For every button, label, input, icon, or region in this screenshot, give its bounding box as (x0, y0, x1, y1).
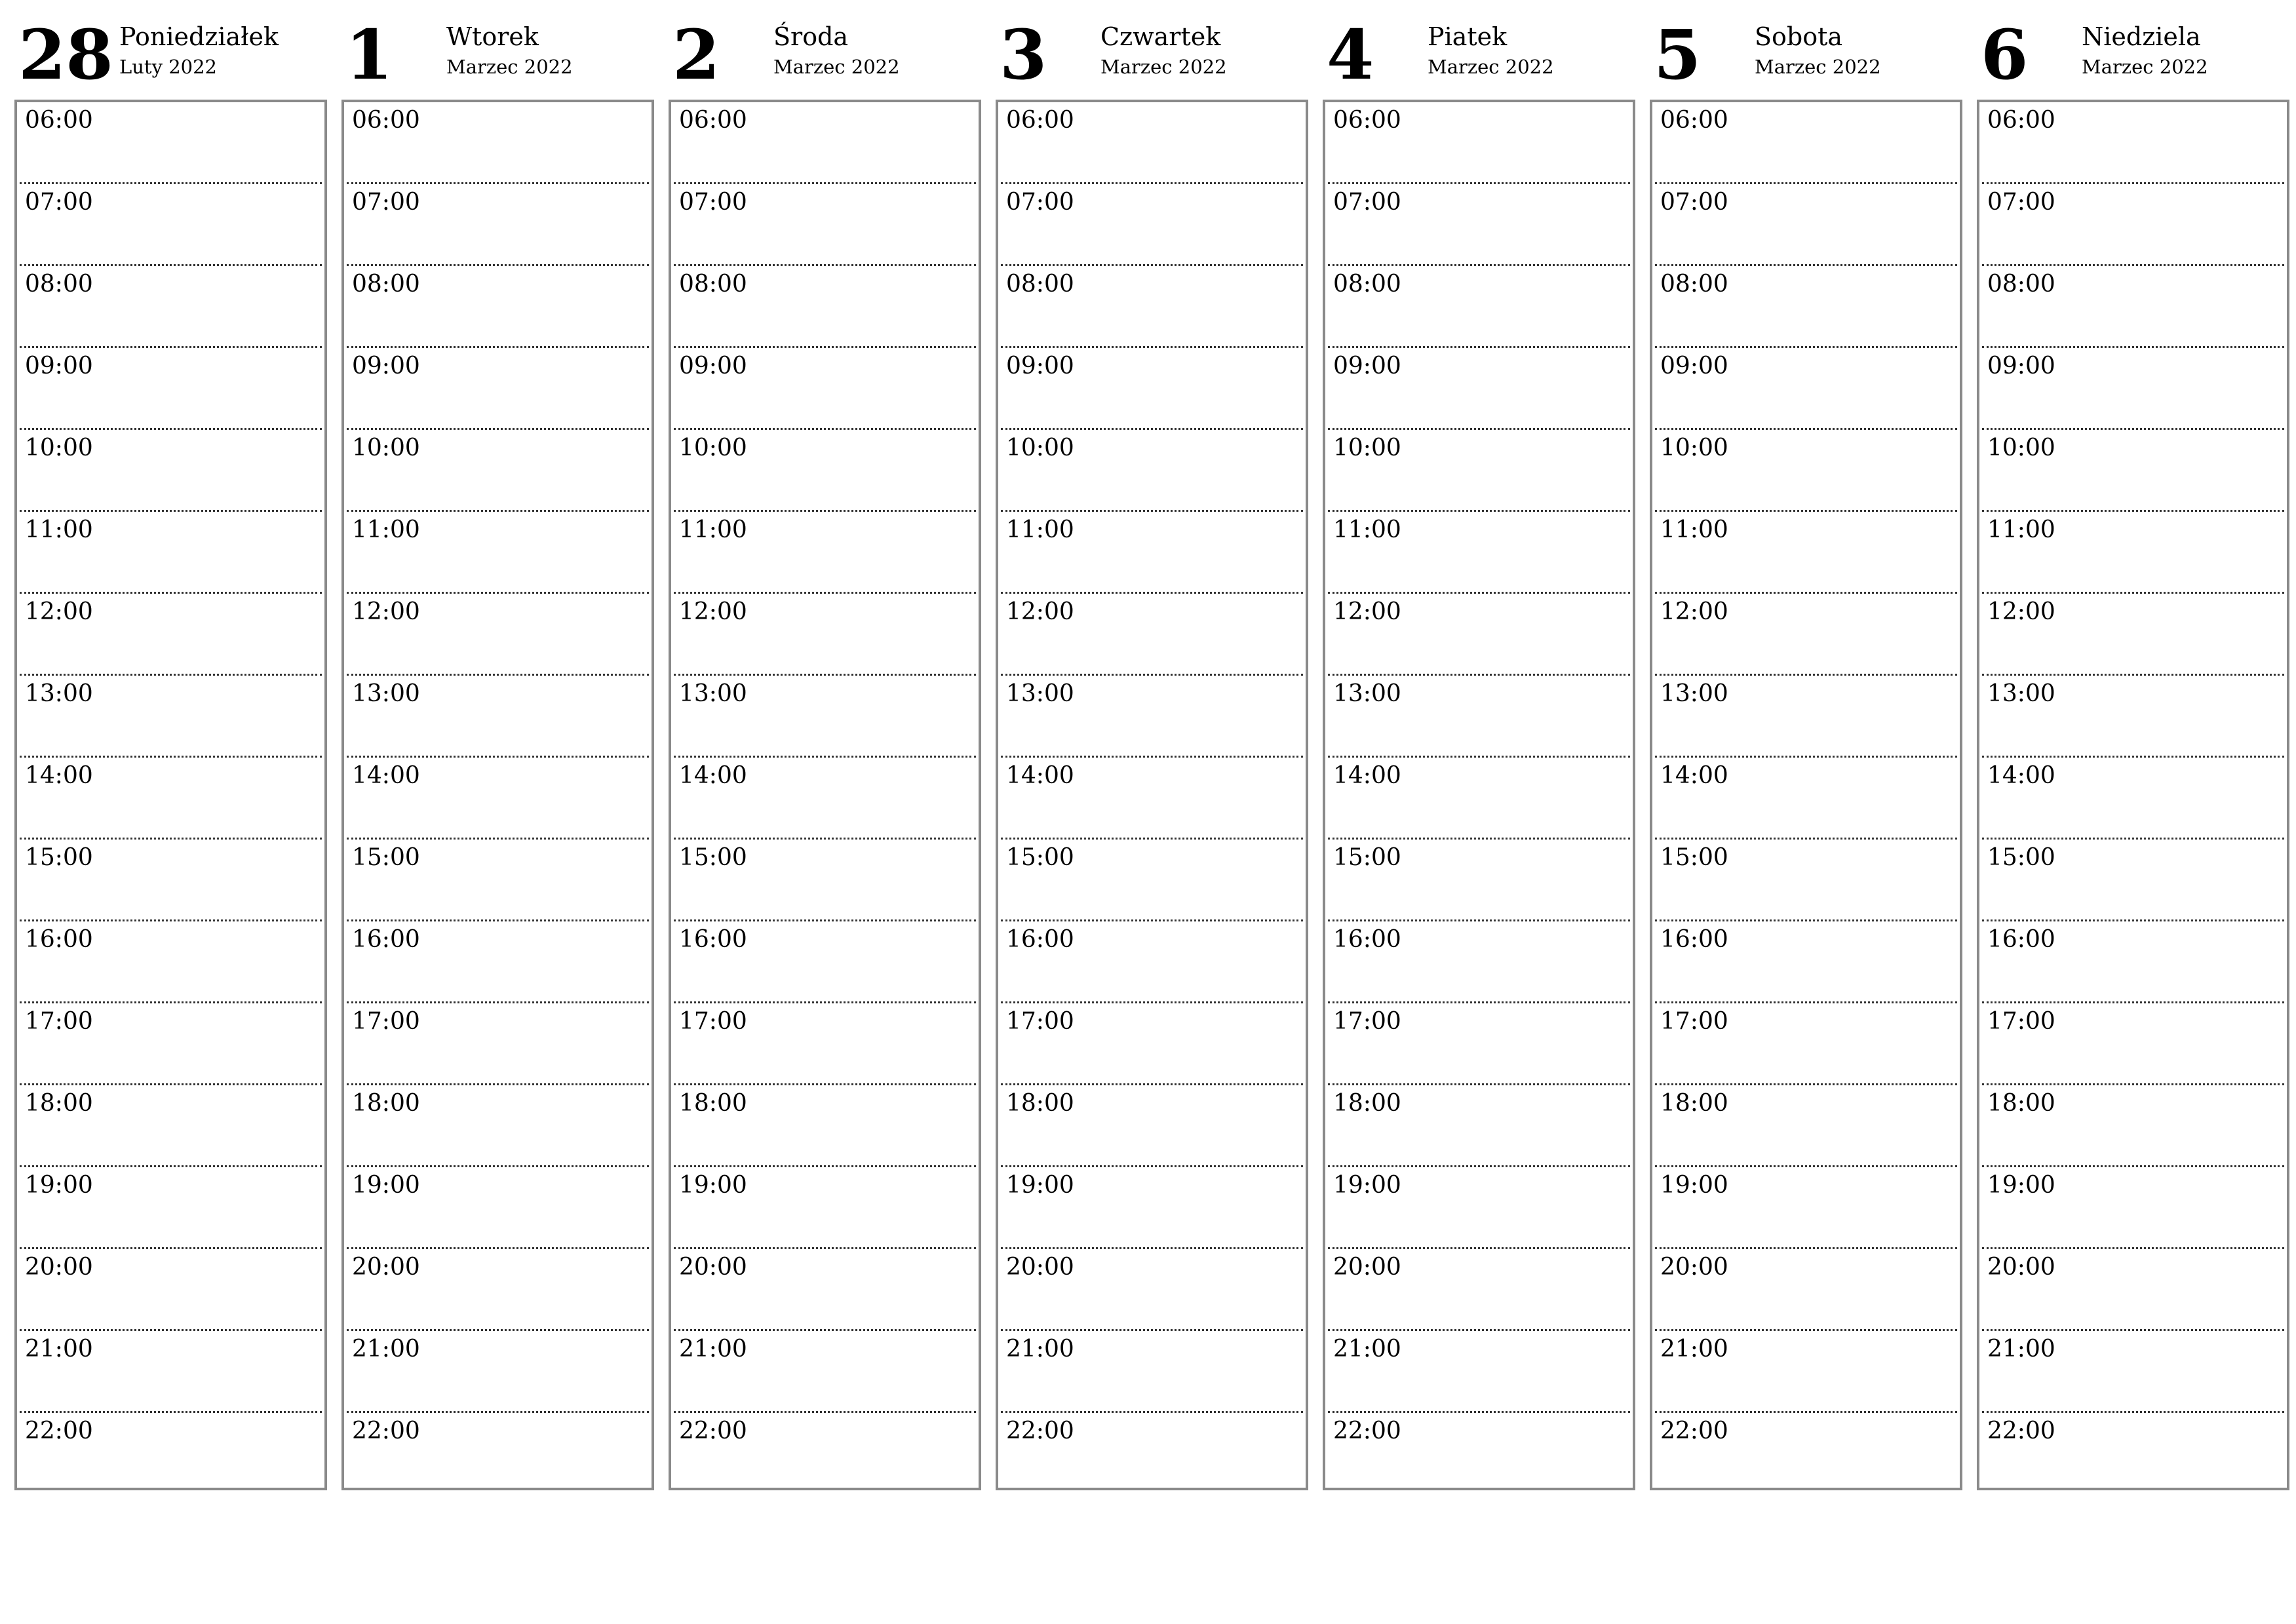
hour-label: 22:00 (1660, 1418, 1728, 1444)
day-month: Marzec 2022 (2082, 55, 2208, 78)
hour-slot[interactable] (1655, 1413, 1957, 1495)
day-name: Poniedziałek (119, 22, 279, 51)
day-number: 6 (1981, 14, 2029, 95)
hour-label: 10:00 (1987, 435, 2055, 461)
hour-slot[interactable] (347, 1331, 649, 1413)
hour-label: 22:00 (1333, 1418, 1401, 1444)
hour-slot[interactable] (1655, 594, 1957, 676)
hour-slot[interactable] (20, 348, 322, 430)
hour-slot[interactable] (1655, 430, 1957, 512)
hour-label: 12:00 (1006, 598, 1074, 625)
hour-label: 15:00 (679, 844, 747, 871)
hour-label: 09:00 (679, 353, 747, 379)
hour-slot[interactable] (1328, 1413, 1630, 1495)
hour-slot[interactable] (1982, 1085, 2284, 1167)
hour-slot[interactable] (1982, 1003, 2284, 1085)
hour-slot[interactable] (20, 840, 322, 921)
hour-label: 15:00 (1987, 844, 2055, 871)
hour-label: 06:00 (1660, 107, 1728, 134)
hour-label: 13:00 (1006, 680, 1074, 707)
hour-label: 15:00 (25, 844, 93, 871)
hour-label: 19:00 (1333, 1172, 1401, 1199)
hour-slot[interactable] (1655, 758, 1957, 840)
hour-slot[interactable] (1982, 266, 2284, 348)
hour-slots (341, 100, 654, 1490)
day-label-group (2082, 22, 2208, 79)
hour-slot[interactable] (1982, 1413, 2284, 1495)
hour-slot[interactable] (674, 594, 976, 676)
day-header (669, 14, 981, 100)
hour-label: 14:00 (25, 762, 93, 789)
weekly-planner (14, 14, 2289, 1490)
hour-slot[interactable] (1328, 676, 1630, 758)
hour-slot[interactable] (1655, 184, 1957, 266)
hour-label: 10:00 (679, 435, 747, 461)
hour-label: 06:00 (679, 107, 747, 134)
hour-label: 18:00 (25, 1090, 93, 1117)
hour-label: 22:00 (25, 1418, 93, 1444)
hour-label: 11:00 (1006, 516, 1074, 543)
hour-label: 14:00 (1987, 762, 2055, 789)
day-column (1650, 14, 1962, 1490)
hour-label: 07:00 (1987, 189, 2055, 216)
hour-slot[interactable] (1001, 676, 1303, 758)
hour-label: 14:00 (1660, 762, 1728, 789)
hour-slots (1977, 100, 2289, 1490)
hour-label: 19:00 (1006, 1172, 1074, 1199)
hour-label: 17:00 (1006, 1008, 1074, 1035)
hour-slot[interactable] (1328, 266, 1630, 348)
hour-slot[interactable] (20, 1085, 322, 1167)
hour-slot[interactable] (1982, 1331, 2284, 1413)
hour-label: 08:00 (1333, 271, 1401, 298)
hour-label: 20:00 (352, 1254, 420, 1281)
hour-slot[interactable] (1982, 840, 2284, 921)
hour-slot[interactable] (1655, 840, 1957, 921)
hour-slot[interactable] (1982, 430, 2284, 512)
hour-slot[interactable] (674, 676, 976, 758)
hour-label: 17:00 (1987, 1008, 2055, 1035)
hour-slot[interactable] (1001, 758, 1303, 840)
day-header (1323, 14, 1635, 100)
hour-slot[interactable] (1001, 1167, 1303, 1249)
hour-label: 09:00 (1987, 353, 2055, 379)
day-name: Piatek (1428, 22, 1508, 51)
hour-label: 12:00 (25, 598, 93, 625)
hour-label: 18:00 (1987, 1090, 2055, 1117)
hour-label: 18:00 (1006, 1090, 1074, 1117)
hour-label: 08:00 (1660, 271, 1728, 298)
hour-label: 07:00 (1333, 189, 1401, 216)
day-header (996, 14, 1308, 100)
hour-label: 20:00 (1987, 1254, 2055, 1281)
hour-label: 10:00 (25, 435, 93, 461)
hour-label: 09:00 (1333, 353, 1401, 379)
hour-slot[interactable] (1982, 676, 2284, 758)
hour-slot[interactable] (1328, 348, 1630, 430)
hour-label: 16:00 (25, 926, 93, 953)
day-header (1977, 14, 2289, 100)
hour-label: 11:00 (25, 516, 93, 543)
day-number: 3 (1000, 14, 1047, 95)
hour-slot[interactable] (1001, 184, 1303, 266)
hour-label: 21:00 (679, 1336, 747, 1363)
hour-label: 20:00 (679, 1254, 747, 1281)
hour-slot[interactable] (20, 266, 322, 348)
hour-label: 12:00 (352, 598, 420, 625)
day-label-group (446, 22, 573, 79)
hour-label: 09:00 (25, 353, 93, 379)
hour-label: 22:00 (1987, 1418, 2055, 1444)
hour-slot[interactable] (20, 921, 322, 1003)
hour-label: 07:00 (352, 189, 420, 216)
day-month: Marzec 2022 (446, 55, 573, 78)
hour-slot[interactable] (1982, 758, 2284, 840)
hour-slot[interactable] (674, 102, 976, 184)
hour-slot[interactable] (674, 840, 976, 921)
hour-slot[interactable] (1655, 348, 1957, 430)
hour-slot[interactable] (347, 840, 649, 921)
hour-label: 19:00 (1660, 1172, 1728, 1199)
day-number: 1 (345, 14, 393, 95)
hour-slots (1650, 100, 1962, 1490)
hour-label: 09:00 (1006, 353, 1074, 379)
hour-slot[interactable] (674, 1003, 976, 1085)
hour-slot[interactable] (674, 1249, 976, 1331)
hour-label: 11:00 (1987, 516, 2055, 543)
hour-slot[interactable] (20, 1003, 322, 1085)
hour-slot[interactable] (1328, 184, 1630, 266)
hour-slot[interactable] (1655, 512, 1957, 594)
hour-label: 13:00 (25, 680, 93, 707)
hour-slot[interactable] (1655, 266, 1957, 348)
hour-label: 19:00 (679, 1172, 747, 1199)
hour-label: 15:00 (1006, 844, 1074, 871)
hour-slot[interactable] (674, 184, 976, 266)
hour-label: 19:00 (352, 1172, 420, 1199)
hour-slot[interactable] (674, 266, 976, 348)
hour-label: 09:00 (352, 353, 420, 379)
hour-label: 14:00 (352, 762, 420, 789)
hour-slot[interactable] (1655, 1003, 1957, 1085)
hour-label: 08:00 (1006, 271, 1074, 298)
hour-slot[interactable] (1001, 1249, 1303, 1331)
day-number: 2 (672, 14, 720, 95)
hour-label: 19:00 (25, 1172, 93, 1199)
day-month: Marzec 2022 (1428, 55, 1554, 78)
hour-label: 17:00 (25, 1008, 93, 1035)
hour-slot[interactable] (1001, 348, 1303, 430)
day-column (1323, 14, 1635, 1490)
hour-slot[interactable] (20, 1331, 322, 1413)
day-column (341, 14, 654, 1490)
hour-slot[interactable] (1328, 102, 1630, 184)
hour-slot[interactable] (1655, 1331, 1957, 1413)
hour-slot[interactable] (1982, 348, 2284, 430)
hour-label: 22:00 (1006, 1418, 1074, 1444)
hour-label: 13:00 (1333, 680, 1401, 707)
hour-slots (14, 100, 327, 1490)
hour-label: 08:00 (1987, 271, 2055, 298)
hour-slot[interactable] (347, 348, 649, 430)
hour-slot[interactable] (1001, 1085, 1303, 1167)
hour-slot[interactable] (674, 430, 976, 512)
hour-slot[interactable] (1328, 594, 1630, 676)
hour-slot[interactable] (347, 184, 649, 266)
hour-label: 17:00 (1660, 1008, 1728, 1035)
hour-slot[interactable] (1655, 1249, 1957, 1331)
hour-slot[interactable] (20, 758, 322, 840)
hour-slots (1323, 100, 1635, 1490)
hour-slot[interactable] (347, 430, 649, 512)
hour-label: 12:00 (1660, 598, 1728, 625)
day-label-group (1755, 22, 1881, 79)
hour-slot[interactable] (347, 102, 649, 184)
hour-slot[interactable] (1328, 1003, 1630, 1085)
hour-label: 06:00 (352, 107, 420, 134)
hour-label: 14:00 (1006, 762, 1074, 789)
hour-slot[interactable] (1655, 1085, 1957, 1167)
hour-slot[interactable] (20, 676, 322, 758)
hour-slot[interactable] (1001, 1331, 1303, 1413)
hour-label: 13:00 (679, 680, 747, 707)
hour-label: 18:00 (352, 1090, 420, 1117)
hour-slot[interactable] (347, 1413, 649, 1495)
hour-label: 15:00 (1333, 844, 1401, 871)
hour-slot[interactable] (20, 184, 322, 266)
hour-label: 10:00 (1660, 435, 1728, 461)
hour-slot[interactable] (347, 1003, 649, 1085)
hour-label: 16:00 (352, 926, 420, 953)
hour-label: 12:00 (679, 598, 747, 625)
hour-label: 17:00 (679, 1008, 747, 1035)
hour-label: 16:00 (1987, 926, 2055, 953)
hour-label: 22:00 (679, 1418, 747, 1444)
hour-label: 20:00 (1333, 1254, 1401, 1281)
hour-slot[interactable] (1655, 676, 1957, 758)
hour-slot[interactable] (1001, 594, 1303, 676)
hour-slot[interactable] (20, 1413, 322, 1495)
hour-label: 12:00 (1333, 598, 1401, 625)
day-header (14, 14, 327, 100)
hour-slot[interactable] (1655, 102, 1957, 184)
day-name: Sobota (1755, 22, 1843, 51)
hour-slot[interactable] (1328, 512, 1630, 594)
hour-slot[interactable] (1001, 430, 1303, 512)
hour-slot[interactable] (1982, 1167, 2284, 1249)
hour-slot[interactable] (1001, 512, 1303, 594)
hour-label: 13:00 (1987, 680, 2055, 707)
hour-slot[interactable] (674, 921, 976, 1003)
hour-slot[interactable] (347, 594, 649, 676)
hour-label: 21:00 (1333, 1336, 1401, 1363)
hour-slot[interactable] (674, 348, 976, 430)
hour-slot[interactable] (1328, 430, 1630, 512)
hour-label: 06:00 (1333, 107, 1401, 134)
hour-label: 15:00 (352, 844, 420, 871)
hour-label: 19:00 (1987, 1172, 2055, 1199)
hour-label: 22:00 (352, 1418, 420, 1444)
hour-label: 10:00 (352, 435, 420, 461)
hour-label: 10:00 (1333, 435, 1401, 461)
hour-slot[interactable] (347, 512, 649, 594)
hour-label: 07:00 (679, 189, 747, 216)
hour-label: 11:00 (1660, 516, 1728, 543)
hour-label: 06:00 (25, 107, 93, 134)
hour-label: 13:00 (352, 680, 420, 707)
hour-label: 08:00 (679, 271, 747, 298)
hour-label: 11:00 (352, 516, 420, 543)
hour-slot[interactable] (1982, 921, 2284, 1003)
hour-label: 14:00 (1333, 762, 1401, 789)
hour-slot[interactable] (20, 1249, 322, 1331)
hour-slot[interactable] (1328, 758, 1630, 840)
hour-label: 21:00 (1006, 1336, 1074, 1363)
day-month: Marzec 2022 (1755, 55, 1881, 78)
hour-slot[interactable] (1001, 921, 1303, 1003)
hour-slot[interactable] (1001, 840, 1303, 921)
hour-slot[interactable] (1328, 840, 1630, 921)
hour-label: 18:00 (679, 1090, 747, 1117)
hour-label: 06:00 (1987, 107, 2055, 134)
hour-label: 21:00 (25, 1336, 93, 1363)
hour-label: 18:00 (1333, 1090, 1401, 1117)
hour-slot[interactable] (674, 758, 976, 840)
hour-label: 16:00 (1660, 926, 1728, 953)
hour-slot[interactable] (1328, 1167, 1630, 1249)
hour-slot[interactable] (347, 1085, 649, 1167)
day-month: Luty 2022 (119, 55, 217, 78)
hour-slot[interactable] (20, 430, 322, 512)
hour-label: 08:00 (352, 271, 420, 298)
hour-label: 21:00 (352, 1336, 420, 1363)
day-label-group (1428, 22, 1554, 79)
hour-slot[interactable] (1982, 512, 2284, 594)
hour-slot[interactable] (674, 1085, 976, 1167)
day-column (14, 14, 327, 1490)
hour-label: 10:00 (1006, 435, 1074, 461)
hour-label: 16:00 (1006, 926, 1074, 953)
hour-slot[interactable] (20, 594, 322, 676)
hour-label: 20:00 (1660, 1254, 1728, 1281)
hour-slot[interactable] (347, 921, 649, 1003)
day-column (669, 14, 981, 1490)
hour-label: 21:00 (1660, 1336, 1728, 1363)
hour-slot[interactable] (674, 1331, 976, 1413)
hour-label: 14:00 (679, 762, 747, 789)
hour-label: 20:00 (1006, 1254, 1074, 1281)
hour-label: 11:00 (1333, 516, 1401, 543)
hour-label: 06:00 (1006, 107, 1074, 134)
day-column (996, 14, 1308, 1490)
hour-label: 17:00 (1333, 1008, 1401, 1035)
day-column (1977, 14, 2289, 1490)
hour-label: 08:00 (25, 271, 93, 298)
hour-label: 16:00 (679, 926, 747, 953)
hour-slot[interactable] (1982, 102, 2284, 184)
hour-slots (996, 100, 1308, 1490)
hour-slot[interactable] (20, 102, 322, 184)
hour-label: 15:00 (1660, 844, 1728, 871)
hour-slot[interactable] (674, 1413, 976, 1495)
hour-slot[interactable] (1982, 184, 2284, 266)
hour-slot[interactable] (1655, 921, 1957, 1003)
hour-label: 13:00 (1660, 680, 1728, 707)
hour-slot[interactable] (1655, 1167, 1957, 1249)
day-header (1650, 14, 1962, 100)
day-name: Środa (773, 22, 849, 51)
day-label-group (119, 22, 279, 79)
hour-slot[interactable] (20, 512, 322, 594)
hour-slot[interactable] (20, 1167, 322, 1249)
hour-slots (669, 100, 981, 1490)
hour-slot[interactable] (1001, 266, 1303, 348)
day-month: Marzec 2022 (773, 55, 900, 78)
day-label-group (1100, 22, 1227, 79)
day-name: Wtorek (446, 22, 539, 51)
hour-slot[interactable] (674, 512, 976, 594)
hour-slot[interactable] (1328, 921, 1630, 1003)
hour-label: 18:00 (1660, 1090, 1728, 1117)
hour-slot[interactable] (1328, 1249, 1630, 1331)
hour-label: 12:00 (1987, 598, 2055, 625)
hour-label: 17:00 (352, 1008, 420, 1035)
hour-slot[interactable] (1001, 102, 1303, 184)
hour-label: 11:00 (679, 516, 747, 543)
hour-slot[interactable] (347, 1249, 649, 1331)
hour-label: 07:00 (1660, 189, 1728, 216)
hour-slot[interactable] (347, 266, 649, 348)
hour-slot[interactable] (674, 1167, 976, 1249)
day-header (341, 14, 654, 100)
hour-label: 09:00 (1660, 353, 1728, 379)
hour-label: 16:00 (1333, 926, 1401, 953)
day-month: Marzec 2022 (1100, 55, 1227, 78)
day-number: 4 (1327, 14, 1374, 95)
day-number: 28 (18, 14, 113, 95)
day-label-group (773, 22, 900, 79)
hour-slot[interactable] (1982, 1249, 2284, 1331)
hour-label: 21:00 (1987, 1336, 2055, 1363)
hour-slot[interactable] (1982, 594, 2284, 676)
hour-slot[interactable] (347, 758, 649, 840)
hour-slot[interactable] (347, 1167, 649, 1249)
hour-label: 07:00 (1006, 189, 1074, 216)
day-number: 5 (1654, 14, 1702, 95)
hour-label: 07:00 (25, 189, 93, 216)
day-name: Niedziela (2082, 22, 2201, 51)
hour-slot[interactable] (1328, 1085, 1630, 1167)
hour-label: 20:00 (25, 1254, 93, 1281)
hour-slot[interactable] (347, 676, 649, 758)
hour-slot[interactable] (1001, 1413, 1303, 1495)
day-name: Czwartek (1100, 22, 1221, 51)
hour-slot[interactable] (1001, 1003, 1303, 1085)
hour-slot[interactable] (1328, 1331, 1630, 1413)
